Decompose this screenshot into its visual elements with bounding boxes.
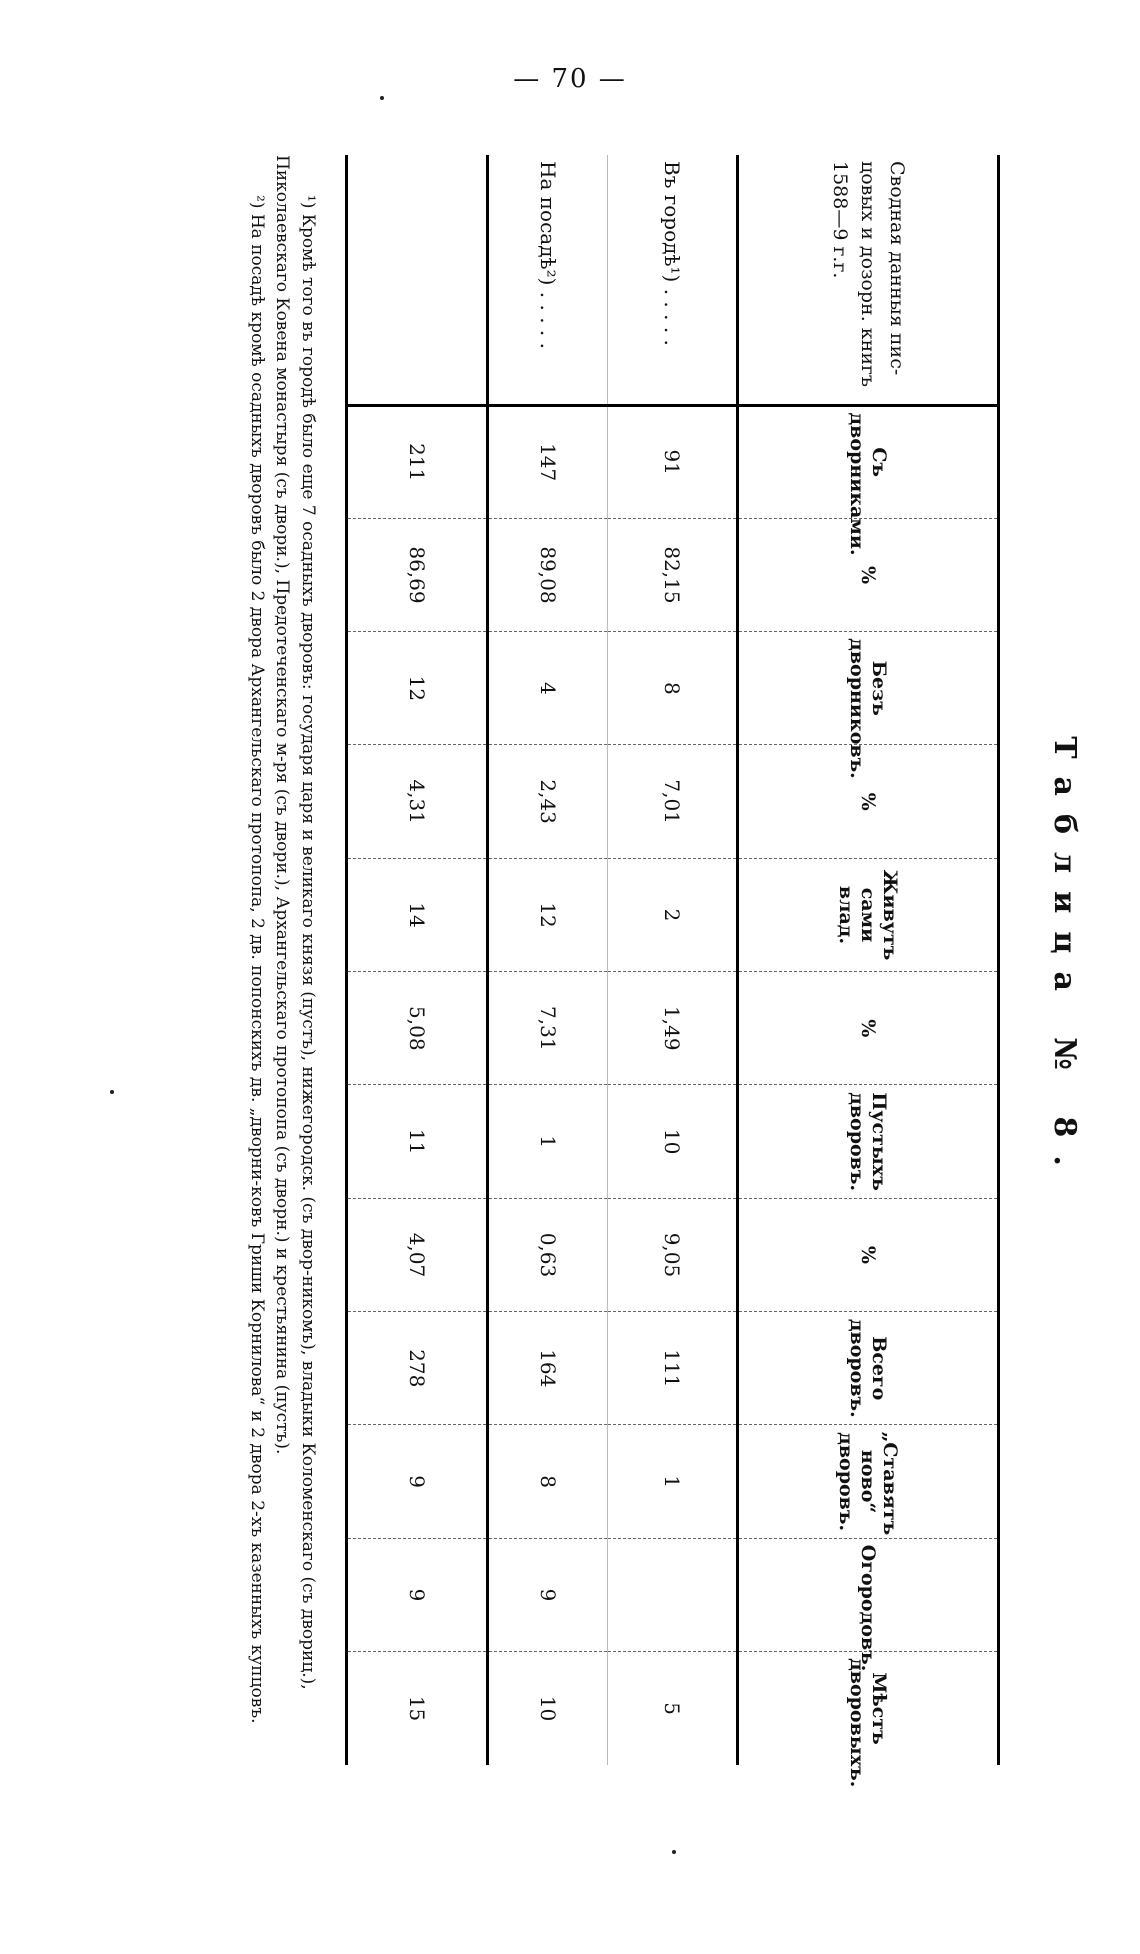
column-header: Безъ дворниковъ.	[738, 632, 999, 745]
table-cell: 5,08	[347, 972, 488, 1085]
table-cell: 10	[488, 1652, 608, 1765]
table-cell: 1	[488, 1085, 608, 1198]
table-cell: 15	[347, 1652, 488, 1765]
table-cell: 12	[347, 632, 488, 745]
column-header: Всего дворовъ.	[738, 1312, 999, 1425]
column-header: %	[738, 745, 999, 858]
footnote: ¹) Кромѣ того въ городѣ было еще 7 осадныхъ дворовъ: государя царя и великаго князя (пустъ), нижегородск. (съ двор-никомъ), владыки Коломенскаго (съ двориц.), Пиколаевскаго Ковена монастыря (съ двори.), Предотеченскаго м-ря (съ двори.), Архангельскаго протопопа (съ дворн.) и крестьянина (пустъ).	[272, 155, 318, 1690]
row-label: На посадѣ²) . . . . .	[488, 155, 608, 405]
table-row-total	[347, 155, 488, 1765]
table-cell: 10	[608, 1085, 738, 1198]
table-cell: 9	[347, 1538, 488, 1651]
table-cell: 278	[347, 1312, 488, 1425]
row-label	[347, 155, 488, 405]
scan-speck	[110, 1090, 114, 1094]
column-header: %	[738, 518, 999, 631]
column-header: „Ставятъ ново“ дворовъ.	[738, 1425, 999, 1538]
table-cell: 89,08	[488, 518, 608, 631]
table-cell: 2,43	[488, 745, 608, 858]
table-title: Таблица № 8.	[1047, 736, 1082, 1184]
footnotes	[244, 155, 321, 1755]
table-cell: 5	[608, 1652, 738, 1765]
table-cell: 4	[488, 632, 608, 745]
page-number: — 70 —	[513, 64, 627, 94]
table-cell: 4,07	[347, 1198, 488, 1311]
column-header: Съ дворниками.	[738, 405, 999, 518]
table-cell: 7,01	[608, 745, 738, 858]
table-row-city	[608, 155, 738, 1765]
table-cell: 86,69	[347, 518, 488, 631]
column-header: %	[738, 972, 999, 1085]
table-cell: 9	[488, 1538, 608, 1651]
table-cell: 1,49	[608, 972, 738, 1085]
data-table	[345, 155, 1000, 1788]
table-cell: 82,15	[608, 518, 738, 631]
table-cell: 0,63	[488, 1198, 608, 1311]
table-cell: 8	[488, 1425, 608, 1538]
column-header: Мѣстъ дворовыхъ.	[738, 1652, 999, 1765]
table-cell: 164	[488, 1312, 608, 1425]
table-cell: 147	[488, 405, 608, 518]
table-header-row	[738, 155, 999, 1765]
table-cell: 211	[347, 405, 488, 518]
table-cell: 4,31	[347, 745, 488, 858]
table-cell: 2	[608, 858, 738, 971]
table-cell: 111	[608, 1312, 738, 1425]
table-cell: 91	[608, 405, 738, 518]
table-cell: 1	[608, 1425, 738, 1538]
column-header: Пустыхъ дворовъ.	[738, 1085, 999, 1198]
table-cell: 12	[488, 858, 608, 971]
scan-speck	[380, 96, 384, 100]
column-header: %	[738, 1198, 999, 1311]
table-cell: 7,31	[488, 972, 608, 1085]
row-label: Въ городѣ¹) . . . . .	[608, 155, 738, 405]
scan-speck	[672, 1850, 676, 1854]
rotated-page-content	[90, 140, 1090, 1788]
table-cell: 9,05	[608, 1198, 738, 1311]
table-cell: 8	[608, 632, 738, 745]
table-cell: 9	[347, 1425, 488, 1538]
table-cell	[608, 1538, 738, 1651]
footnote: ²) На посадѣ кромѣ осадныхъ дворовъ было 2 двора Архангельскаго протопопа, 2 дв. попонскихъ дв. „дворни-ковъ Гриши Корнилова“ и 2 двора 2-хъ казенныхъ купцовъ.	[247, 195, 267, 1724]
column-header: Огородовъ.	[738, 1538, 999, 1651]
column-header: Живутъ сами влад.	[738, 858, 999, 971]
table-cell: 11	[347, 1085, 488, 1198]
corner-header: Сводная данныя пис-цовых и дозорн. книгъ 1588—9 г.г.	[738, 155, 999, 405]
table-cell: 14	[347, 858, 488, 971]
table-row-posad	[488, 155, 608, 1765]
